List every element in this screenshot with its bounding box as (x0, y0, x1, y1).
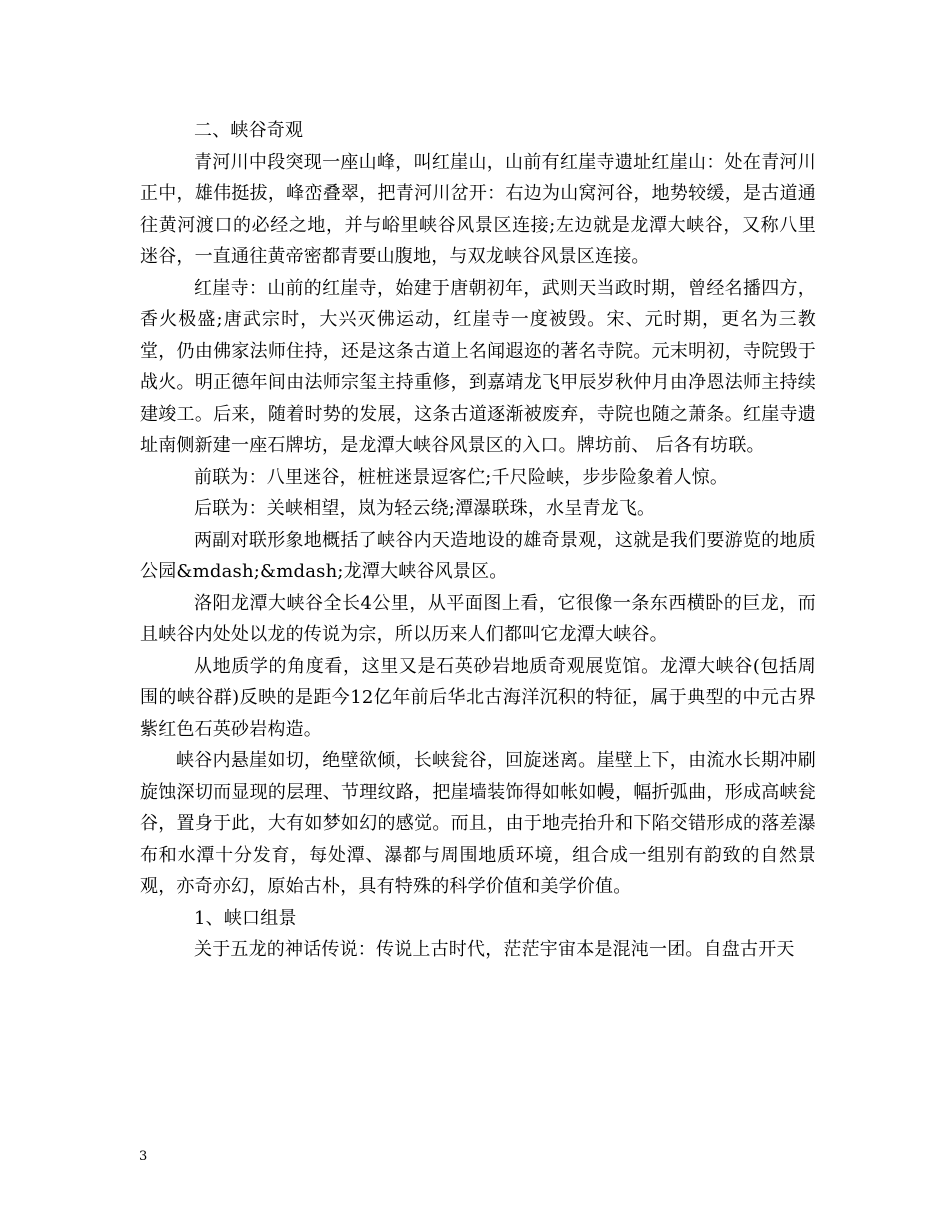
paragraph-geology: 从地质学的角度看，这里又是石英砂岩地质奇观展览馆。龙潭大峡谷(包括周围的峡谷群)反映的是距今12亿年前后华北古海洋沉积的特征，属于典型的中元古界紫红色石英砂岩构造。 (140, 655, 816, 740)
section-heading-canyon-wonders: 二、峡谷奇观 (194, 120, 304, 141)
document-body (140, 115, 816, 966)
paragraph-hongya-temple: 红崖寺：山前的红崖寺，始建于唐朝初年，武则天当政时期，曾经名播四方，香火极盛;唐武宗时，大兴灭佛运动，红崖寺一度被毁。宋、元时期，更名为三教堂，仍由佛家法师住持，还是这条古道上名闻遐迩的著名寺院。元末明初，寺院毁于战火。明正德年间由法师宗玺主持重修，到嘉靖龙飞甲辰岁秋仲月由净恩法师主持续建竣工。后来，随着时势的发展，这条古道逐渐被废弃，寺院也随之萧条。红崖寺遗址南侧新建一座石牌坊，是龙潭大峡谷风景区的入口。牌坊前、 后各有坊联。 (140, 277, 816, 456)
subheading-gorge-entrance: 1、峡口组景 (194, 907, 297, 929)
paragraph-canyon-length: 洛阳龙潭大峡谷全长4公里，从平面图上看，它很像一条东西横卧的巨龙，而且峡谷内处处以龙的传说为宗，所以历来人们都叫它龙潭大峡谷。 (140, 592, 816, 645)
paragraph-five-dragons-legend: 关于五龙的神话传说：传说上古时代，茫茫宇宙本是混沌一团。自盘古开天 (194, 939, 795, 960)
paragraph-hongya-mountain: 青河川中段突现一座山峰，叫红崖山，山前有红崖寺遗址红崖山：处在青河川正中，雄伟挺拔，峰峦叠翠，把青河川岔开：右边为山窝河谷，地势较缓，是古道通往黄河渡口的必经之地，并与峪里峡谷风景区连接;左边就是龙潭大峡谷，又称八里迷谷，一直通往黄帝密都青要山腹地，与双龙峡谷风景区连接。 (140, 151, 816, 267)
page-number: 3 (139, 1149, 148, 1164)
paragraph-back-couplet: 后联为：关峡相望，岚为轻云绕;潭瀑联珠，水呈青龙飞。 (194, 498, 656, 519)
paragraph-front-couplet: 前联为：八里迷谷，桩桩迷景逗客伫;千尺险峡，步步险象着人惊。 (194, 466, 729, 488)
paragraph-cliffs: 峡谷内悬崖如切，绝壁欲倾，长峡瓮谷，回旋迷离。崖壁上下，由流水长期冲刷旋蚀深切而显现的层理、节理纹路，把崖墙装饰得如帐如幔，幅折弧曲，形成高峡瓮谷，置身于此，大有如梦如幻的感觉。而且，由于地壳抬升和下陷交错形成的落差瀑布和水潭十分发育，每处潭、瀑都与周围地质环境，组合成一组别有韵致的自然景观，亦奇亦幻，原始古朴，具有特殊的科学价值和美学价值。 (140, 750, 816, 897)
paragraph-couplet-summary: 两副对联形象地概括了峡谷内天造地设的雄奇景观，这就是我们要游览的地质公园&mdash;&mdash;龙潭大峡谷风景区。 (140, 529, 816, 582)
